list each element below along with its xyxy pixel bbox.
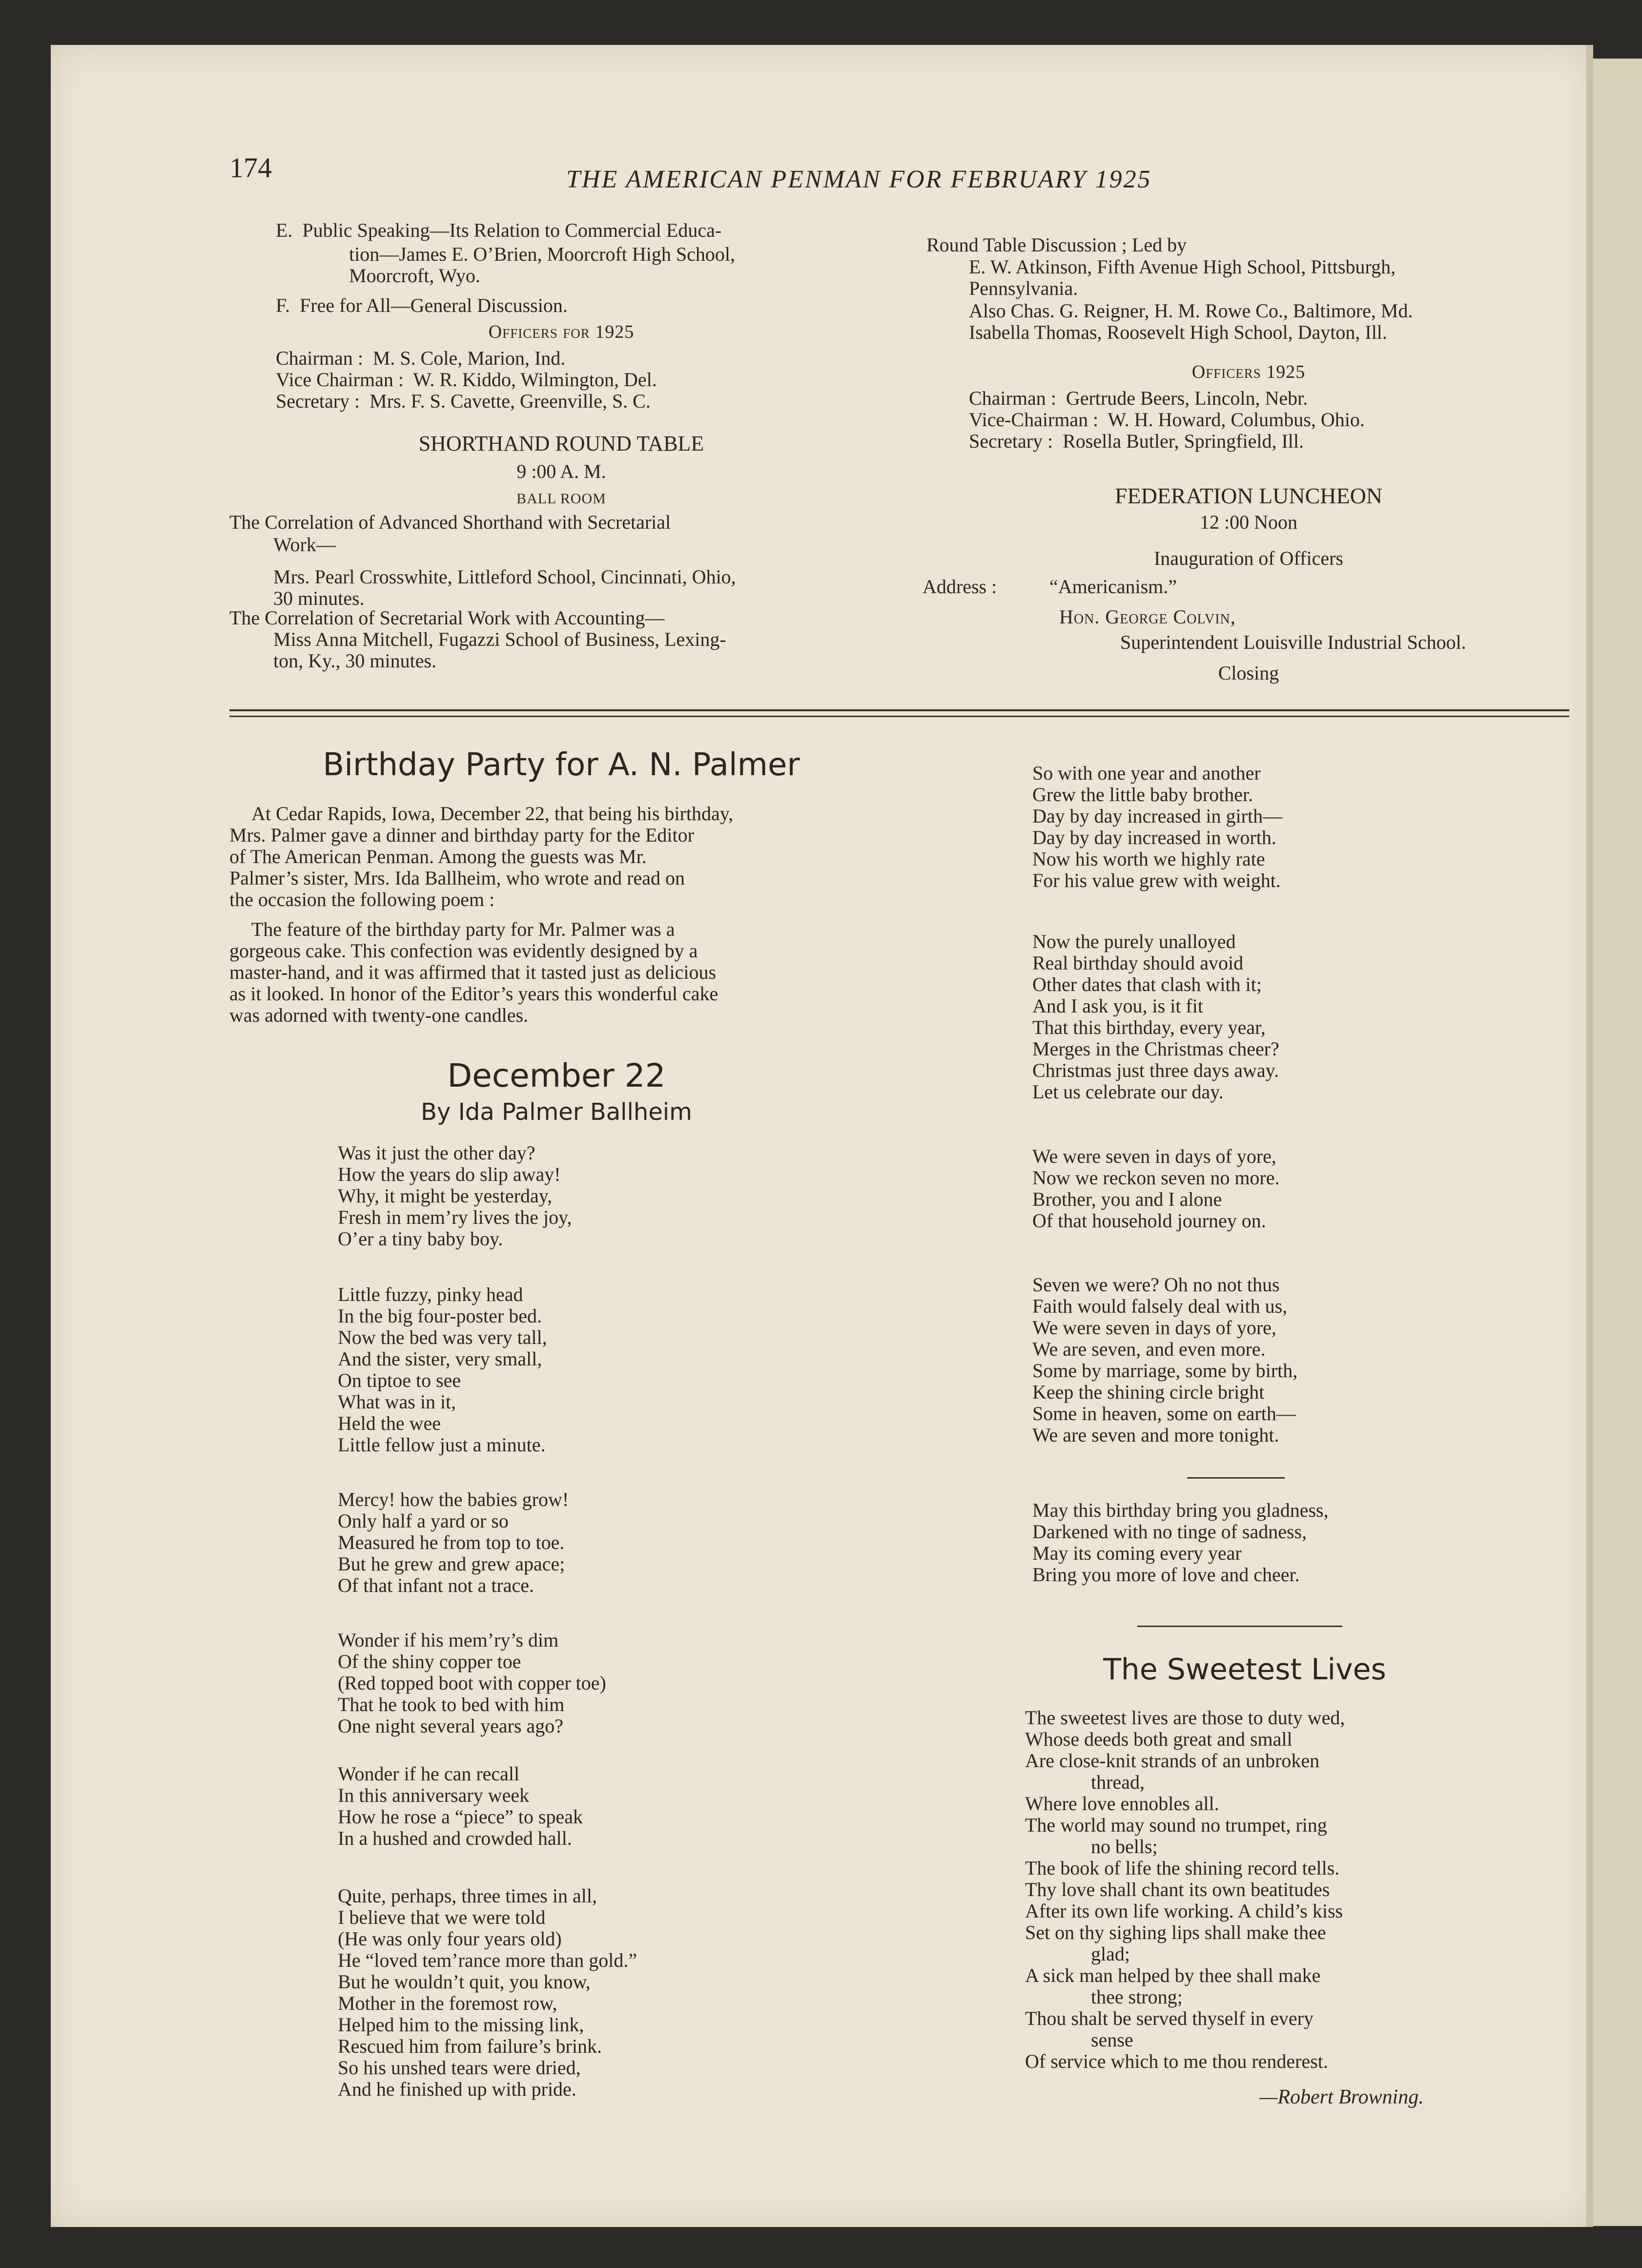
sweetest-line: Are close-knit strands of an unbroken xyxy=(1025,1750,1320,1772)
article-line: master-hand, and it was affirmed that it tasted just as delicious xyxy=(229,961,717,983)
poem-line: Was it just the other day? xyxy=(338,1142,535,1164)
poem-line: Let us celebrate our day. xyxy=(1032,1081,1224,1103)
shorthand-line: Work— xyxy=(273,534,336,556)
poem-line: Why, it might be yesterday, xyxy=(338,1185,553,1207)
short-divider-1 xyxy=(1187,1477,1285,1479)
poem-line: Quite, perhaps, three times in all, xyxy=(338,1885,597,1907)
article-line: of The American Penman. Among the guests was Mr. xyxy=(229,845,647,867)
sweetest-line: Whose deeds both great and small xyxy=(1025,1728,1293,1750)
poem-line: How the years do slip away! xyxy=(338,1163,561,1185)
running-title: THE AMERICAN PENMAN FOR FEBRUARY 1925 xyxy=(566,165,1152,193)
poem-line: What was in it, xyxy=(338,1391,456,1413)
section-divider-bottom xyxy=(229,716,1569,717)
inauguration-line: Inauguration of Officers xyxy=(1153,547,1343,569)
poem-line: On tiptoe to see xyxy=(338,1369,461,1391)
poem-line: We are seven, and even more. xyxy=(1032,1338,1266,1360)
poem-byline: By Ida Palmer Ballheim xyxy=(421,1098,692,1126)
poem-line: Little fuzzy, pinky head xyxy=(338,1283,523,1305)
poem-line: We are seven and more tonight. xyxy=(1032,1424,1279,1446)
poem-line: So with one year and another xyxy=(1032,762,1261,784)
poem-line: In the big four-poster bed. xyxy=(338,1305,542,1327)
shorthand-line: ton, Ky., 30 minutes. xyxy=(273,650,437,672)
sweetest-title: The Sweetest Lives xyxy=(1103,1652,1386,1687)
poem-line: Now his worth we highly rate xyxy=(1032,848,1265,870)
poem-line: In a hushed and crowded hall. xyxy=(338,1827,572,1849)
section-divider-top xyxy=(229,709,1569,711)
next-page-edge xyxy=(1593,59,1642,2226)
poem-line: But he grew and grew apace; xyxy=(338,1553,565,1575)
luncheon-heading: FEDERATION LUNCHEON xyxy=(1114,483,1383,508)
address-title: “Americanism.” xyxy=(1049,576,1177,598)
poem-line: We were seven in days of yore, xyxy=(1032,1145,1276,1167)
article-line: the occasion the following poem : xyxy=(229,888,495,910)
article-line: Mrs. Palmer gave a dinner and birthday party for the Editor xyxy=(229,824,694,846)
poem-line: For his value grew with weight. xyxy=(1032,869,1281,891)
article-line: At Cedar Rapids, Iowa, December 22, that being his birthday, xyxy=(251,803,734,825)
poem-line: Real birthday should avoid xyxy=(1032,952,1244,974)
poem-line: Mercy! how the babies grow! xyxy=(338,1488,569,1510)
officers-heading: Officers 1925 xyxy=(1191,362,1306,382)
poem-line: Some by marriage, some by birth, xyxy=(1032,1360,1298,1381)
sweetest-line: The world may sound no trumpet, ring xyxy=(1025,1814,1327,1836)
article-line: Palmer’s sister, Mrs. Ida Ballheim, who wrote and read on xyxy=(229,867,685,889)
poem-line: Day by day increased in worth. xyxy=(1032,826,1276,848)
article-line: was adorned with twenty-one candles. xyxy=(229,1004,529,1026)
poem-line: Bring you more of love and cheer. xyxy=(1032,1564,1300,1586)
roundtable-line: Pennsylvania. xyxy=(969,277,1078,299)
poem-line: (He was only four years old) xyxy=(338,1928,562,1950)
sweetest-attribution: —Robert Browning. xyxy=(1259,2086,1424,2108)
article-line: as it looked. In honor of the Editor’s years this wonderful cake xyxy=(229,983,718,1005)
poem-line: Merges in the Christmas cheer? xyxy=(1032,1038,1279,1060)
poem-line: And I ask you, is it fit xyxy=(1032,995,1203,1017)
poem-line: Darkened with no tinge of sadness, xyxy=(1032,1521,1307,1543)
poem-line: May this birthday bring you gladness, xyxy=(1032,1499,1329,1521)
shorthand-line: 30 minutes. xyxy=(273,587,365,609)
page-gutter xyxy=(1586,45,1593,2227)
sweetest-line: Where love ennobles all. xyxy=(1025,1793,1219,1814)
officer-line: Chairman : M. S. Cole, Marion, Ind. xyxy=(276,347,566,369)
officer-line: Secretary : Mrs. F. S. Cavette, Greenville, S. C. xyxy=(276,390,651,412)
poem-line: Mother in the foremost row, xyxy=(338,1992,557,2014)
sweetest-line: thread, xyxy=(1091,1771,1145,1793)
sweetest-line: sense xyxy=(1091,2029,1133,2051)
shorthand-room: BALL ROOM xyxy=(516,491,606,507)
sweetest-line: glad; xyxy=(1091,1943,1130,1965)
poem-line: Helped him to the missing link, xyxy=(338,2014,584,2036)
sweetest-line: thee strong; xyxy=(1091,1986,1183,2008)
address-label: Address : xyxy=(923,576,997,598)
sweetest-line: Thy love shall chant its own beatitudes xyxy=(1025,1878,1330,1900)
poem-line: O’er a tiny baby boy. xyxy=(338,1228,503,1250)
poem-line: Keep the shining circle bright xyxy=(1032,1381,1265,1403)
sweetest-line: no bells; xyxy=(1091,1835,1158,1857)
sweetest-line: After its own life working. A child’s kiss xyxy=(1025,1900,1343,1922)
poem-line: I believe that we were told xyxy=(338,1906,546,1928)
poem-line: How he rose a “piece” to speak xyxy=(338,1806,583,1828)
article-line: gorgeous cake. This confection was evidently designed by a xyxy=(229,940,698,962)
poem-line: But he wouldn’t quit, you know, xyxy=(338,1971,591,1993)
poem-line: One night several years ago? xyxy=(338,1715,564,1737)
poem-line: Rescued him from failure’s brink. xyxy=(338,2035,602,2057)
short-divider-2 xyxy=(1137,1626,1342,1627)
poem-line: Now the bed was very tall, xyxy=(338,1326,547,1348)
poem-line: Other dates that clash with it; xyxy=(1032,973,1262,995)
luncheon-time: 12 :00 Noon xyxy=(1200,511,1297,533)
agenda-line: Moorcroft, Wyo. xyxy=(349,265,481,287)
poem-line: Some in heaven, some on earth— xyxy=(1032,1402,1296,1424)
poem-line: May its coming every year xyxy=(1032,1542,1242,1564)
sweetest-line: Of service which to me thou renderest. xyxy=(1025,2050,1328,2072)
sweetest-line: Thou shalt be served thyself in every xyxy=(1025,2007,1314,2029)
birthday-title: Birthday Party for A. N. Palmer xyxy=(323,747,800,783)
poem-line: That this birthday, every year, xyxy=(1032,1016,1266,1038)
poem-line: Only half a yard or so xyxy=(338,1510,509,1532)
poem-line: Christmas just three days away. xyxy=(1032,1059,1279,1081)
poem-line: Wonder if his mem’ry’s dim xyxy=(338,1629,559,1651)
sweetest-line: The sweetest lives are those to duty wed, xyxy=(1025,1707,1345,1729)
poem-line: Of that infant not a trace. xyxy=(338,1574,534,1596)
sweetest-line: A sick man helped by thee shall make xyxy=(1025,1964,1321,1986)
poem-line: Fresh in mem’ry lives the joy, xyxy=(338,1206,572,1228)
shorthand-line: Mrs. Pearl Crosswhite, Littleford School, Cincinnati, Ohio, xyxy=(273,566,736,588)
closing-line: Closing xyxy=(1218,662,1279,684)
officer-line: Chairman : Gertrude Beers, Lincoln, Nebr. xyxy=(969,387,1308,409)
poem-line: Measured he from top to toe. xyxy=(338,1531,565,1553)
poem-line: Grew the little baby brother. xyxy=(1032,783,1253,805)
poem-line: Of the shiny copper toe xyxy=(338,1650,521,1672)
article-line: The feature of the birthday party for Mr. Palmer was a xyxy=(251,918,675,940)
officer-line: Vice-Chairman : W. H. Howard, Columbus, Ohio. xyxy=(969,409,1365,431)
officer-line: Secretary : Rosella Butler, Springfield, Ill. xyxy=(969,430,1304,452)
roundtable-line: E. W. Atkinson, Fifth Avenue High School, Pittsburgh, xyxy=(969,256,1396,278)
poem-line: Little fellow just a minute. xyxy=(338,1434,546,1456)
poem-line: He “loved tem’rance more than gold.” xyxy=(338,1949,637,1971)
shorthand-line: The Correlation of Advanced Shorthand with Secretarial xyxy=(229,511,671,533)
poem-title: December 22 xyxy=(447,1057,666,1094)
agenda-line: F. Free for All—General Discussion. xyxy=(276,294,568,316)
poem-line: Wonder if he can recall xyxy=(338,1763,520,1785)
shorthand-line: Miss Anna Mitchell, Fugazzi School of Business, Lexing- xyxy=(273,628,726,650)
roundtable-line: Also Chas. G. Reigner, H. M. Rowe Co., Baltimore, Md. xyxy=(969,300,1413,322)
poem-line: Of that household journey on. xyxy=(1032,1210,1266,1232)
speaker-title: Superintendent Louisville Industrial School. xyxy=(1120,631,1466,653)
poem-line: So his unshed tears were dried, xyxy=(338,2057,581,2079)
shorthand-heading: SHORTHAND ROUND TABLE xyxy=(418,432,704,455)
sweetest-line: Set on thy sighing lips shall make thee xyxy=(1025,1921,1326,1943)
shorthand-time: 9 :00 A. M. xyxy=(516,460,606,482)
poem-line: Now the purely unalloyed xyxy=(1032,930,1236,952)
poem-line: We were seven in days of yore, xyxy=(1032,1317,1276,1339)
poem-line: (Red topped boot with copper toe) xyxy=(338,1672,606,1694)
officer-line: Vice Chairman : W. R. Kiddo, Wilmington, Del. xyxy=(276,369,657,391)
agenda-line: tion—James E. O’Brien, Moorcroft High School, xyxy=(349,243,735,265)
poem-line: That he took to bed with him xyxy=(338,1693,565,1715)
poem-line: And he finished up with pride. xyxy=(338,2078,576,2100)
poem-line: In this anniversary week xyxy=(338,1784,530,1806)
sweetest-line: The book of life the shining record tells. xyxy=(1025,1857,1340,1879)
poem-line: Now we reckon seven no more. xyxy=(1032,1167,1280,1189)
poem-line: Faith would falsely deal with us, xyxy=(1032,1295,1288,1317)
poem-line: Brother, you and I alone xyxy=(1032,1188,1222,1210)
shorthand-line: The Correlation of Secretarial Work with Accounting— xyxy=(229,607,665,629)
poem-line: Day by day increased in girth— xyxy=(1032,805,1283,827)
speaker-name: Hon. George Colvin, xyxy=(1059,606,1236,628)
roundtable-line: Isabella Thomas, Roosevelt High School, Dayton, Ill. xyxy=(969,321,1387,343)
poem-line: Seven we were? Oh no not thus xyxy=(1032,1274,1280,1296)
officers-heading: Officers for 1925 xyxy=(488,322,635,342)
page-number: 174 xyxy=(229,152,272,184)
poem-line: Held the wee xyxy=(338,1412,441,1434)
agenda-line: E. Public Speaking—Its Relation to Commercial Educa- xyxy=(276,219,722,241)
poem-line: And the sister, very small, xyxy=(338,1348,542,1370)
roundtable-line: Round Table Discussion ; Led by xyxy=(926,234,1187,256)
